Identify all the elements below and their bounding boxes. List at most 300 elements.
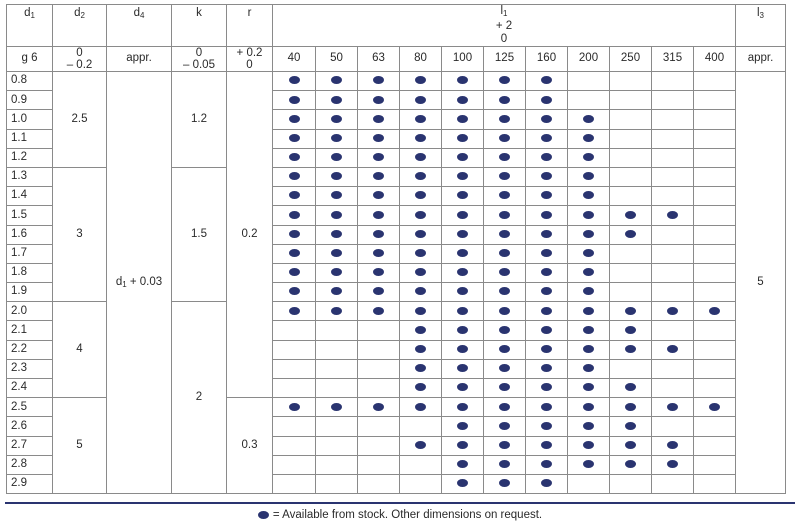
availability-cell bbox=[652, 148, 694, 167]
availability-cell bbox=[526, 398, 568, 417]
availability-cell bbox=[358, 129, 400, 148]
availability-cell bbox=[358, 379, 400, 398]
availability-cell bbox=[316, 379, 358, 398]
d1-cell: 1.7 bbox=[7, 244, 53, 263]
available-dot-icon bbox=[289, 211, 300, 219]
availability-cell bbox=[652, 244, 694, 263]
availability-cell bbox=[358, 225, 400, 244]
availability-cell bbox=[568, 340, 610, 359]
available-dot-icon bbox=[289, 287, 300, 295]
availability-cell bbox=[652, 225, 694, 244]
availability-cell bbox=[568, 206, 610, 225]
available-dot-icon bbox=[331, 76, 342, 84]
availability-cell bbox=[273, 225, 316, 244]
availability-cell bbox=[484, 340, 526, 359]
available-dot-icon bbox=[541, 115, 552, 123]
available-dot-icon bbox=[289, 307, 300, 315]
available-dot-icon bbox=[499, 268, 510, 276]
available-dot-icon bbox=[457, 153, 468, 161]
header-l1: $l_1$ + 2 0 bbox=[273, 5, 736, 47]
availability-cell bbox=[358, 110, 400, 129]
available-dot-icon bbox=[415, 96, 426, 104]
availability-cell bbox=[526, 148, 568, 167]
availability-cell bbox=[358, 359, 400, 378]
availability-cell bbox=[694, 340, 736, 359]
available-dot-icon bbox=[541, 153, 552, 161]
availability-cell bbox=[610, 436, 652, 455]
availability-cell bbox=[484, 72, 526, 91]
availability-cell bbox=[273, 148, 316, 167]
available-dot-icon bbox=[289, 403, 300, 411]
available-dot-icon bbox=[289, 76, 300, 84]
availability-cell bbox=[358, 321, 400, 340]
available-dot-icon bbox=[289, 115, 300, 123]
availability-cell bbox=[568, 187, 610, 206]
availability-cell bbox=[652, 91, 694, 110]
d1-cell: 1.0 bbox=[7, 110, 53, 129]
table-row bbox=[7, 72, 786, 91]
d1-cell: 0.8 bbox=[7, 72, 53, 91]
availability-cell bbox=[568, 379, 610, 398]
available-dot-icon bbox=[667, 307, 678, 315]
available-dot-icon bbox=[331, 230, 342, 238]
dimension-table bbox=[6, 4, 786, 494]
availability-cell bbox=[652, 321, 694, 340]
available-dot-icon bbox=[541, 307, 552, 315]
footnote-text: = Available from stock. Other dimensions on request. bbox=[272, 509, 543, 521]
availability-cell bbox=[316, 340, 358, 359]
availability-cell bbox=[442, 436, 484, 455]
available-dot-icon bbox=[457, 345, 468, 353]
available-dot-icon bbox=[331, 307, 342, 315]
available-dot-icon bbox=[415, 134, 426, 142]
availability-cell bbox=[526, 302, 568, 321]
available-dot-icon bbox=[373, 115, 384, 123]
availability-cell bbox=[442, 359, 484, 378]
d1-cell: 1.4 bbox=[7, 187, 53, 206]
availability-cell bbox=[526, 474, 568, 493]
availability-cell bbox=[442, 321, 484, 340]
availability-cell bbox=[526, 244, 568, 263]
available-dot-icon bbox=[373, 230, 384, 238]
availability-cell bbox=[610, 455, 652, 474]
availability-cell bbox=[610, 398, 652, 417]
available-dot-icon bbox=[583, 441, 594, 449]
availability-cell bbox=[484, 455, 526, 474]
available-dot-icon bbox=[499, 307, 510, 315]
availability-cell bbox=[694, 206, 736, 225]
availability-cell bbox=[316, 417, 358, 436]
available-dot-icon bbox=[541, 326, 552, 334]
available-dot-icon bbox=[457, 76, 468, 84]
availability-cell bbox=[652, 110, 694, 129]
availability-cell bbox=[442, 302, 484, 321]
available-dot-icon bbox=[499, 153, 510, 161]
available-dot-icon bbox=[541, 230, 552, 238]
available-dot-icon bbox=[415, 383, 426, 391]
availability-cell bbox=[484, 167, 526, 186]
available-dot-icon bbox=[709, 307, 720, 315]
availability-cell bbox=[652, 167, 694, 186]
available-dot-icon bbox=[583, 326, 594, 334]
availability-cell bbox=[273, 167, 316, 186]
availability-cell bbox=[358, 72, 400, 91]
available-dot-icon bbox=[583, 153, 594, 161]
availability-cell bbox=[526, 436, 568, 455]
available-dot-icon bbox=[331, 134, 342, 142]
availability-cell bbox=[568, 302, 610, 321]
availability-cell bbox=[526, 283, 568, 302]
available-dot-icon bbox=[583, 460, 594, 468]
available-dot-icon bbox=[583, 422, 594, 430]
available-dot-icon bbox=[457, 364, 468, 372]
header-d2: $d_2$ bbox=[53, 5, 107, 47]
available-dot-icon bbox=[541, 345, 552, 353]
available-dot-icon bbox=[415, 268, 426, 276]
availability-cell bbox=[273, 379, 316, 398]
available-dot-icon bbox=[541, 422, 552, 430]
availability-cell bbox=[484, 129, 526, 148]
availability-cell bbox=[400, 187, 442, 206]
availability-cell bbox=[358, 436, 400, 455]
available-dot-icon bbox=[457, 249, 468, 257]
available-dot-icon bbox=[541, 479, 552, 487]
d1-cell: 2.3 bbox=[7, 359, 53, 378]
available-dot-icon bbox=[373, 403, 384, 411]
availability-cell bbox=[273, 474, 316, 493]
availability-cell bbox=[316, 187, 358, 206]
available-dot-icon bbox=[415, 249, 426, 257]
l1-value-header: 40 bbox=[273, 47, 316, 72]
availability-cell bbox=[400, 167, 442, 186]
available-dot-icon bbox=[373, 96, 384, 104]
availability-cell bbox=[652, 379, 694, 398]
available-dot-icon bbox=[289, 191, 300, 199]
available-dot-icon bbox=[415, 326, 426, 334]
availability-cell bbox=[316, 359, 358, 378]
available-dot-icon bbox=[331, 403, 342, 411]
availability-cell bbox=[526, 263, 568, 282]
availability-cell bbox=[316, 283, 358, 302]
availability-cell bbox=[568, 474, 610, 493]
available-dot-icon bbox=[499, 115, 510, 123]
available-dot-icon bbox=[583, 403, 594, 411]
availability-cell bbox=[273, 187, 316, 206]
l3-cell: 5 bbox=[736, 72, 786, 494]
availability-cell bbox=[400, 148, 442, 167]
available-dot-icon bbox=[373, 153, 384, 161]
d1-cell: 1.1 bbox=[7, 129, 53, 148]
availability-cell bbox=[442, 72, 484, 91]
availability-cell bbox=[400, 398, 442, 417]
availability-cell bbox=[526, 455, 568, 474]
availability-cell bbox=[442, 263, 484, 282]
availability-cell bbox=[652, 455, 694, 474]
availability-cell bbox=[442, 110, 484, 129]
available-dot-icon bbox=[541, 134, 552, 142]
l1-tol-upper: + 2 bbox=[495, 20, 513, 32]
availability-cell bbox=[610, 417, 652, 436]
availability-cell bbox=[526, 110, 568, 129]
available-dot-icon bbox=[457, 96, 468, 104]
availability-cell bbox=[526, 187, 568, 206]
availability-cell bbox=[610, 110, 652, 129]
availability-cell bbox=[484, 187, 526, 206]
availability-cell bbox=[568, 225, 610, 244]
availability-cell bbox=[568, 148, 610, 167]
availability-cell bbox=[652, 129, 694, 148]
availability-cell bbox=[316, 263, 358, 282]
availability-cell bbox=[400, 474, 442, 493]
r-cell: 0.3 bbox=[227, 398, 273, 494]
availability-cell bbox=[610, 359, 652, 378]
available-dot-icon bbox=[457, 191, 468, 199]
available-dot-icon bbox=[583, 307, 594, 315]
availability-cell bbox=[484, 398, 526, 417]
available-dot-icon bbox=[373, 249, 384, 257]
availability-cell bbox=[652, 474, 694, 493]
available-dot-icon bbox=[541, 364, 552, 372]
d1-cell: 1.6 bbox=[7, 225, 53, 244]
availability-cell bbox=[526, 129, 568, 148]
available-dot-icon bbox=[457, 441, 468, 449]
available-dot-icon bbox=[625, 326, 636, 334]
availability-cell bbox=[273, 398, 316, 417]
available-dot-icon bbox=[499, 134, 510, 142]
available-dot-icon bbox=[415, 153, 426, 161]
d2-cell: 2.5 bbox=[53, 72, 107, 168]
available-dot-icon bbox=[667, 403, 678, 411]
available-dot-icon bbox=[667, 345, 678, 353]
d1-tolerance: g 6 bbox=[7, 47, 53, 72]
availability-cell bbox=[526, 379, 568, 398]
d1-cell: 2.9 bbox=[7, 474, 53, 493]
availability-cell bbox=[568, 129, 610, 148]
available-dot-icon bbox=[667, 460, 678, 468]
l1-value-header: 50 bbox=[316, 47, 358, 72]
available-dot-icon bbox=[499, 403, 510, 411]
availability-cell bbox=[610, 283, 652, 302]
available-dot-icon bbox=[415, 115, 426, 123]
d1-cell: 0.9 bbox=[7, 91, 53, 110]
availability-cell bbox=[610, 72, 652, 91]
availability-cell bbox=[610, 129, 652, 148]
availability-cell bbox=[610, 474, 652, 493]
availability-cell bbox=[316, 398, 358, 417]
availability-cell bbox=[442, 244, 484, 263]
dot-legend-icon bbox=[258, 511, 269, 519]
availability-cell bbox=[316, 129, 358, 148]
availability-cell bbox=[442, 379, 484, 398]
availability-cell bbox=[484, 263, 526, 282]
available-dot-icon bbox=[499, 326, 510, 334]
availability-cell bbox=[694, 321, 736, 340]
availability-cell bbox=[568, 417, 610, 436]
k-tolerance: 0 – 0.05 bbox=[172, 47, 227, 72]
availability-cell bbox=[652, 340, 694, 359]
availability-cell bbox=[694, 436, 736, 455]
available-dot-icon bbox=[541, 76, 552, 84]
availability-cell bbox=[273, 417, 316, 436]
availability-cell bbox=[610, 148, 652, 167]
availability-cell bbox=[273, 263, 316, 282]
available-dot-icon bbox=[373, 76, 384, 84]
available-dot-icon bbox=[499, 364, 510, 372]
availability-cell bbox=[652, 417, 694, 436]
availability-cell bbox=[484, 206, 526, 225]
availability-cell bbox=[694, 455, 736, 474]
d1-cell: 2.1 bbox=[7, 321, 53, 340]
availability-cell bbox=[526, 206, 568, 225]
availability-cell bbox=[442, 187, 484, 206]
available-dot-icon bbox=[583, 287, 594, 295]
availability-cell bbox=[400, 302, 442, 321]
availability-cell bbox=[316, 302, 358, 321]
available-dot-icon bbox=[541, 287, 552, 295]
availability-cell bbox=[273, 206, 316, 225]
k-cell: 2 bbox=[172, 302, 227, 494]
availability-cell bbox=[442, 398, 484, 417]
l1-value-header: 315 bbox=[652, 47, 694, 72]
availability-cell bbox=[400, 91, 442, 110]
l1-value-header: 100 bbox=[442, 47, 484, 72]
availability-cell bbox=[526, 225, 568, 244]
availability-cell bbox=[400, 321, 442, 340]
available-dot-icon bbox=[415, 345, 426, 353]
availability-cell bbox=[610, 340, 652, 359]
available-dot-icon bbox=[499, 96, 510, 104]
availability-cell bbox=[484, 302, 526, 321]
availability-cell bbox=[400, 436, 442, 455]
availability-cell bbox=[568, 263, 610, 282]
availability-cell bbox=[273, 321, 316, 340]
availability-cell bbox=[652, 359, 694, 378]
availability-cell bbox=[316, 148, 358, 167]
availability-cell bbox=[316, 225, 358, 244]
availability-cell bbox=[273, 302, 316, 321]
available-dot-icon bbox=[541, 172, 552, 180]
availability-cell bbox=[526, 359, 568, 378]
header-l3: $l_3$ bbox=[736, 5, 786, 47]
d4-cell: $d_1 + 0.03$ bbox=[107, 72, 172, 494]
availability-cell bbox=[652, 398, 694, 417]
d1-cell: 1.5 bbox=[7, 206, 53, 225]
d1-cell: 2.2 bbox=[7, 340, 53, 359]
availability-cell bbox=[442, 129, 484, 148]
availability-cell bbox=[273, 129, 316, 148]
available-dot-icon bbox=[499, 422, 510, 430]
available-dot-icon bbox=[331, 287, 342, 295]
availability-cell bbox=[484, 110, 526, 129]
availability-cell bbox=[652, 283, 694, 302]
available-dot-icon bbox=[415, 403, 426, 411]
available-dot-icon bbox=[541, 191, 552, 199]
availability-cell bbox=[316, 110, 358, 129]
availability-cell bbox=[694, 167, 736, 186]
availability-cell bbox=[400, 206, 442, 225]
availability-cell bbox=[400, 417, 442, 436]
available-dot-icon bbox=[415, 191, 426, 199]
available-dot-icon bbox=[541, 96, 552, 104]
available-dot-icon bbox=[457, 326, 468, 334]
available-dot-icon bbox=[457, 383, 468, 391]
available-dot-icon bbox=[289, 249, 300, 257]
availability-cell bbox=[652, 302, 694, 321]
availability-cell bbox=[442, 283, 484, 302]
available-dot-icon bbox=[331, 268, 342, 276]
availability-cell bbox=[610, 302, 652, 321]
availability-cell bbox=[568, 359, 610, 378]
availability-cell bbox=[316, 474, 358, 493]
available-dot-icon bbox=[499, 479, 510, 487]
availability-cell bbox=[568, 167, 610, 186]
available-dot-icon bbox=[625, 230, 636, 238]
d1-cell: 2.6 bbox=[7, 417, 53, 436]
l1-value-header: 160 bbox=[526, 47, 568, 72]
d2-cell: 3 bbox=[53, 167, 107, 301]
available-dot-icon bbox=[373, 172, 384, 180]
available-dot-icon bbox=[289, 96, 300, 104]
availability-cell bbox=[652, 187, 694, 206]
availability-cell bbox=[400, 110, 442, 129]
k-cell: 1.5 bbox=[172, 167, 227, 301]
availability-cell bbox=[442, 167, 484, 186]
availability-cell bbox=[652, 263, 694, 282]
availability-cell bbox=[652, 206, 694, 225]
availability-cell bbox=[358, 340, 400, 359]
availability-cell bbox=[442, 148, 484, 167]
availability-cell bbox=[652, 436, 694, 455]
available-dot-icon bbox=[373, 307, 384, 315]
available-dot-icon bbox=[583, 211, 594, 219]
availability-cell bbox=[568, 91, 610, 110]
d2-tolerance: 0 – 0.2 bbox=[53, 47, 107, 72]
availability-cell bbox=[694, 379, 736, 398]
available-dot-icon bbox=[415, 441, 426, 449]
available-dot-icon bbox=[457, 422, 468, 430]
available-dot-icon bbox=[331, 153, 342, 161]
availability-cell bbox=[694, 225, 736, 244]
l1-tol-lower: 0 bbox=[500, 33, 508, 45]
d4-tolerance: appr. bbox=[107, 47, 172, 72]
availability-cell bbox=[652, 72, 694, 91]
available-dot-icon bbox=[583, 134, 594, 142]
availability-cell bbox=[568, 321, 610, 340]
available-dot-icon bbox=[373, 287, 384, 295]
available-dot-icon bbox=[289, 153, 300, 161]
availability-cell bbox=[400, 455, 442, 474]
d1-cell: 2.0 bbox=[7, 302, 53, 321]
l1-value-header: 125 bbox=[484, 47, 526, 72]
availability-cell bbox=[400, 340, 442, 359]
available-dot-icon bbox=[541, 249, 552, 257]
availability-cell bbox=[358, 302, 400, 321]
available-dot-icon bbox=[499, 383, 510, 391]
availability-cell bbox=[316, 91, 358, 110]
available-dot-icon bbox=[457, 403, 468, 411]
available-dot-icon bbox=[583, 230, 594, 238]
l1-value-header: 80 bbox=[400, 47, 442, 72]
available-dot-icon bbox=[331, 172, 342, 180]
availability-cell bbox=[610, 167, 652, 186]
availability-cell bbox=[694, 283, 736, 302]
available-dot-icon bbox=[625, 383, 636, 391]
available-dot-icon bbox=[373, 268, 384, 276]
header-r: r bbox=[227, 5, 273, 47]
availability-cell bbox=[526, 417, 568, 436]
available-dot-icon bbox=[583, 345, 594, 353]
available-dot-icon bbox=[457, 460, 468, 468]
